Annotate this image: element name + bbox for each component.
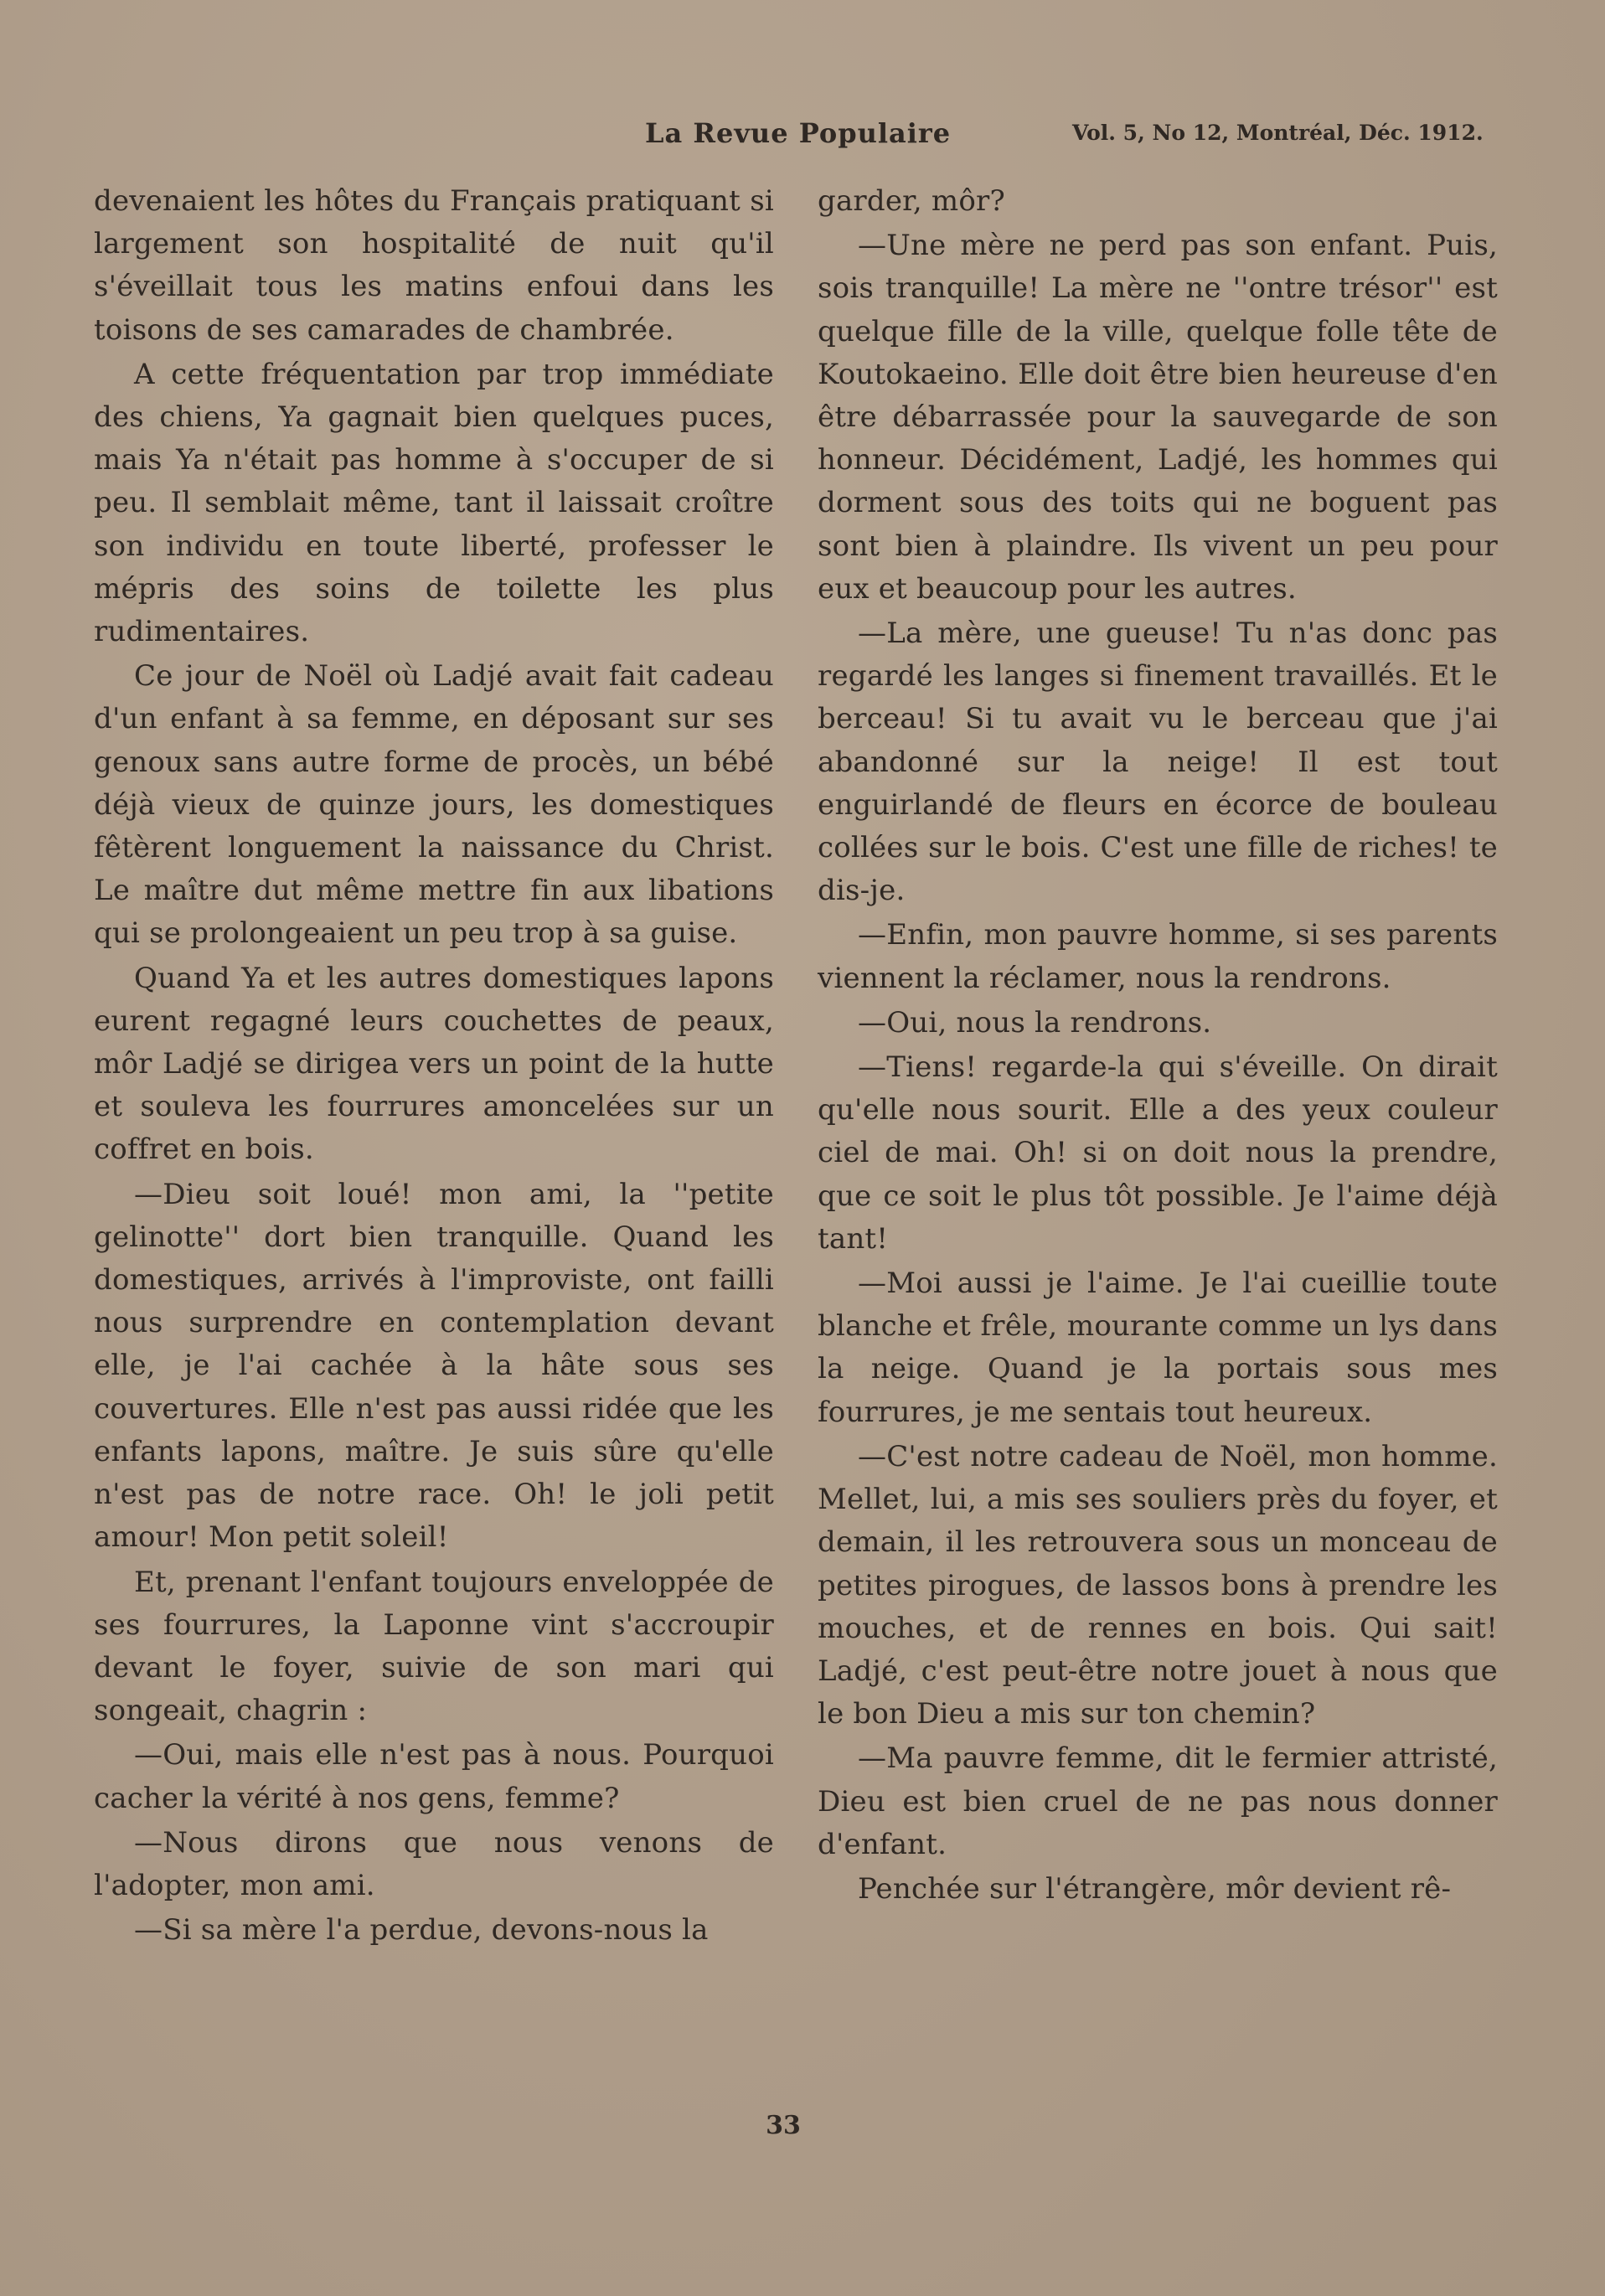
paragraph: —Si sa mère l'a perdue, devons-nous la [134,1913,709,1948]
paragraph: garder, môr? [818,184,1005,218]
paragraph: Ce jour de Noël où Ladjé avait fait cadeau d'un enfant à sa femme, en déposant sur ses genoux sans autre forme de procès, un bébé déjà vieux de quinze jours, les domestiques fêtèrent longuement la naissance du Christ. Le maître dut même mettre fin aux libations qui se prolongeaient un peu trop à sa guise. [94,659,774,951]
page-number: 33 [766,2111,801,2140]
paragraph: devenaient les hôtes du Français pratiquant si largement son hospitalité de nuit qu'il s'éveillait tous les matins enfoui dans les toisons de ses camarades de chambrée. [94,184,774,347]
paragraph: Et, prenant l'enfant toujours enveloppée de ses fourrures, la Laponne vint s'accroupir devant le foyer, suivie de son mari qui songeait, chagrin : [94,1565,774,1728]
paragraph: Penchée sur l'étrangère, môr devient rê- [858,1871,1452,1906]
paragraph: —Oui, nous la rendrons. [858,1005,1212,1040]
left-column [94,180,774,1952]
paragraph: Quand Ya et les autres domestiques lapons eurent regagné leurs couchettes de peaux, môr Ladjé se dirigea vers un point de la hutte et souleva les fourrures amoncelées sur un coffret en bois. [94,961,774,1167]
paragraph: A cette fréquentation par trop immédiate des chiens, Ya gagnait bien quelques puces, mais Ya n'était pas homme à s'occuper de si peu. Il semblait même, tant il laissait croître son individu en toute liberté, professer le mépris des soins de toilette les plus rudimentaires. [94,357,774,649]
paragraph: —La mère, une gueuse! Tu n'as donc pas regardé les langes si finement travaillés. Et le berceau! Si tu avait vu le berceau que j'ai abandonné sur la neige! Il est tout enguirlandé de fleurs en écorce de bouleau collées sur le bois. C'est une fille de riches! te dis-je. [818,617,1498,908]
paragraph: —Ma pauvre femme, dit le fermier attristé, Dieu est bien cruel de ne pas nous donner d'enfant. [818,1741,1498,1861]
paragraph: —Nous dirons que nous venons de l'adopter, mon ami. [94,1825,774,1902]
paragraph: —Enfin, mon pauvre homme, si ses parents viennent la réclamer, nous la rendrons. [818,918,1498,995]
paragraph: —C'est notre cadeau de Noël, mon homme. Mellet, lui, a mis ses souliers près du foyer, et demain, il les retrouvera sous un monceau de petites pirogues, de lassos bons à prendre les mouches, et de rennes en bois. Qui sait! Ladjé, c'est peut-être notre jouet à nous que le bon Dieu a mis sur ton chemin? [818,1439,1498,1731]
paragraph: —Une mère ne perd pas son enfant. Puis, sois tranquille! La mère ne ''ontre trésor'' est quelque fille de la ville, quelque folle tête de Koutokaeino. Elle doit être bien heureuse d'en être débarrassée pour la sauvegarde de son honneur. Décidément, Ladjé, les hommes qui dorment sous des toits qui ne boguent pas sont bien à plaindre. Ils vivent un peu pour eux et beaucoup pour les autres. [818,229,1498,606]
paragraph: —Moi aussi je l'aime. Je l'ai cueillie toute blanche et frêle, mourante comme un lys dans la neige. Quand je la portais sous mes fourrures, je me sentais tout heureux. [818,1267,1498,1429]
paragraph: —Dieu soit loué! mon ami, la ''petite gelinotte'' dort bien tranquille. Quand les domestiques, arrivés à l'improviste, ont failli nous surprendre en contemplation devant elle, je l'ai cachée à la hâte sous ses couvertures. Elle n'est pas aussi ridée que les enfants lapons, maître. Je suis sûre qu'elle n'est pas de notre race. Oh! le joli petit amour! Mon petit soleil! [94,1177,774,1555]
issue-info: Vol. 5, No 12, Montréal, Déc. 1912. [1072,121,1484,145]
right-column [818,180,1498,1911]
running-header [637,117,1525,159]
paragraph: —Tiens! regarde-la qui s'éveille. On dirait qu'elle nous sourit. Elle a des yeux couleur ciel de mai. Oh! si on doit nous la prendre, que ce soit le plus tôt possible. Je l'aime déjà tant! [818,1050,1498,1256]
journal-title: La Revue Populaire [645,117,952,149]
paragraph: —Oui, mais elle n'est pas à nous. Pourquoi cacher la vérité à nos gens, femme? [94,1738,774,1815]
